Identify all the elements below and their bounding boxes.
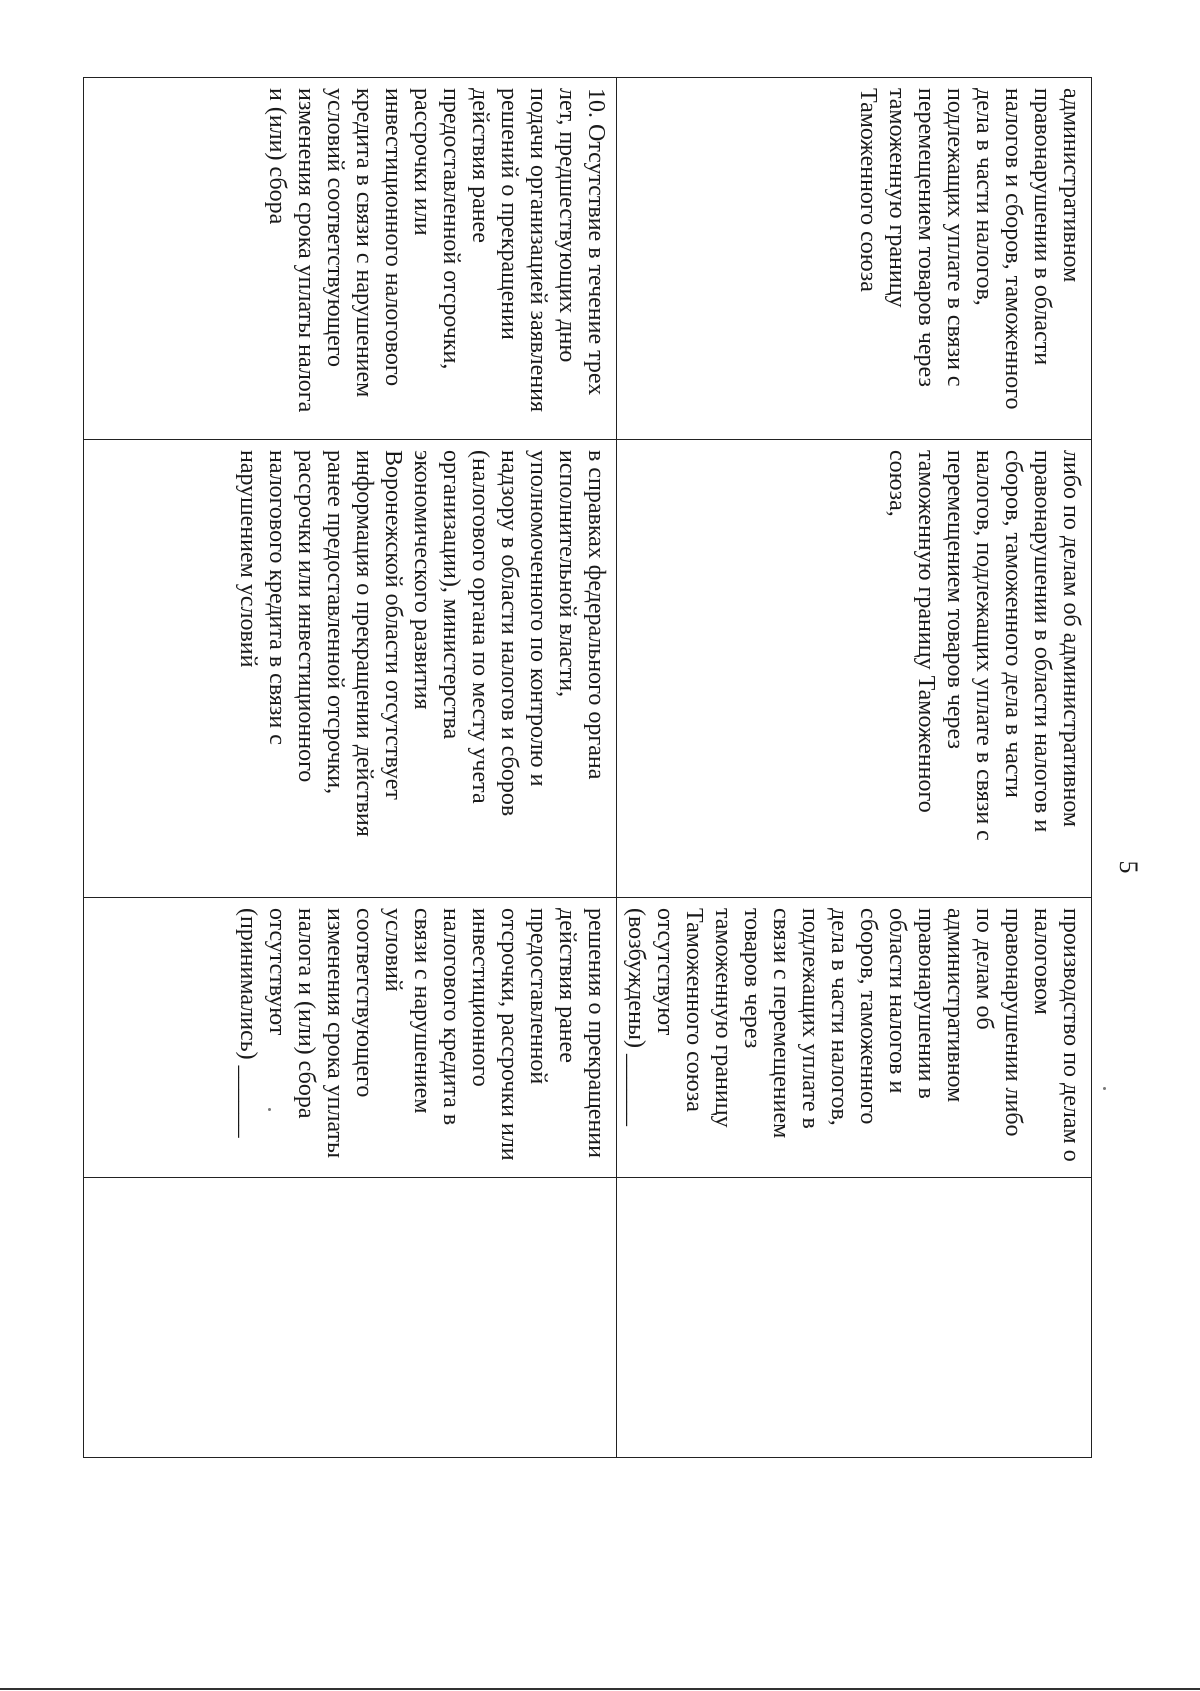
scan-bottom-edge	[0, 1688, 1200, 1690]
table-cell-status: решения о прекращении действия ранее предоставленной отсрочки, рассрочки или инвестиционного налогового кредита в связи с нарушением условий соответствующего изменения срока уплаты налога и (или) сбора отсутствуют (принимались) ______	[84, 898, 617, 1178]
table-cell-notes	[617, 1178, 1092, 1458]
table-cell-notes	[84, 1178, 617, 1458]
table-cell-criterion: административном правонарушении в области налогов и сборов, таможенного дела в части налогов, подлежащих уплате в связи с перемещением товаров через таможенную границу Таможенного союза	[617, 78, 1092, 440]
scan-speck	[268, 1108, 271, 1111]
table-cell-status: производство по делам о налоговом правонарушении либо по делам об административном правонарушении в области налогов и сборов, таможенного дела в части налогов, подлежащих уплате в связи с перемещением товаров через таможенную границу Таможенного союза отсутствуют (возбуждены) ______	[617, 898, 1092, 1178]
table-cell-confirmation: либо по делам об административном правонарушении в области налогов и сборов, таможенного дела в части налогов, подлежащих уплате в связи с перемещением товаров через таможенную границу Таможенного союза,	[617, 440, 1092, 898]
rotated-table-sheet	[107, 77, 1092, 1457]
table-row	[617, 78, 1092, 1458]
table-cell-confirmation: в справках федерального органа исполнительной власти, уполномоченного по контролю и надзору в области налогов и сборов (налогового органа по месту учета организации), министерства экономического развития Воронежской области отсутствует информация о прекращении действия ранее предоставленной отсрочки, рассрочки или инвестиционного налогового кредита в связи с нарушением условий	[84, 440, 617, 898]
table-row	[84, 78, 617, 1458]
requirements-table	[83, 77, 1092, 1458]
table-cell-criterion: 10. Отсутствие в течение трех лет, предшествующих дню подачи организацией заявления решений о прекращении действия ранее предоставленной отсрочки, рассрочки или инвестиционного налогового кредита в связи с нарушением условий соответствующего изменения срока уплаты налога и (или) сбора	[84, 78, 617, 440]
scan-speck	[1103, 1087, 1106, 1090]
page-number: 5	[1114, 860, 1143, 874]
